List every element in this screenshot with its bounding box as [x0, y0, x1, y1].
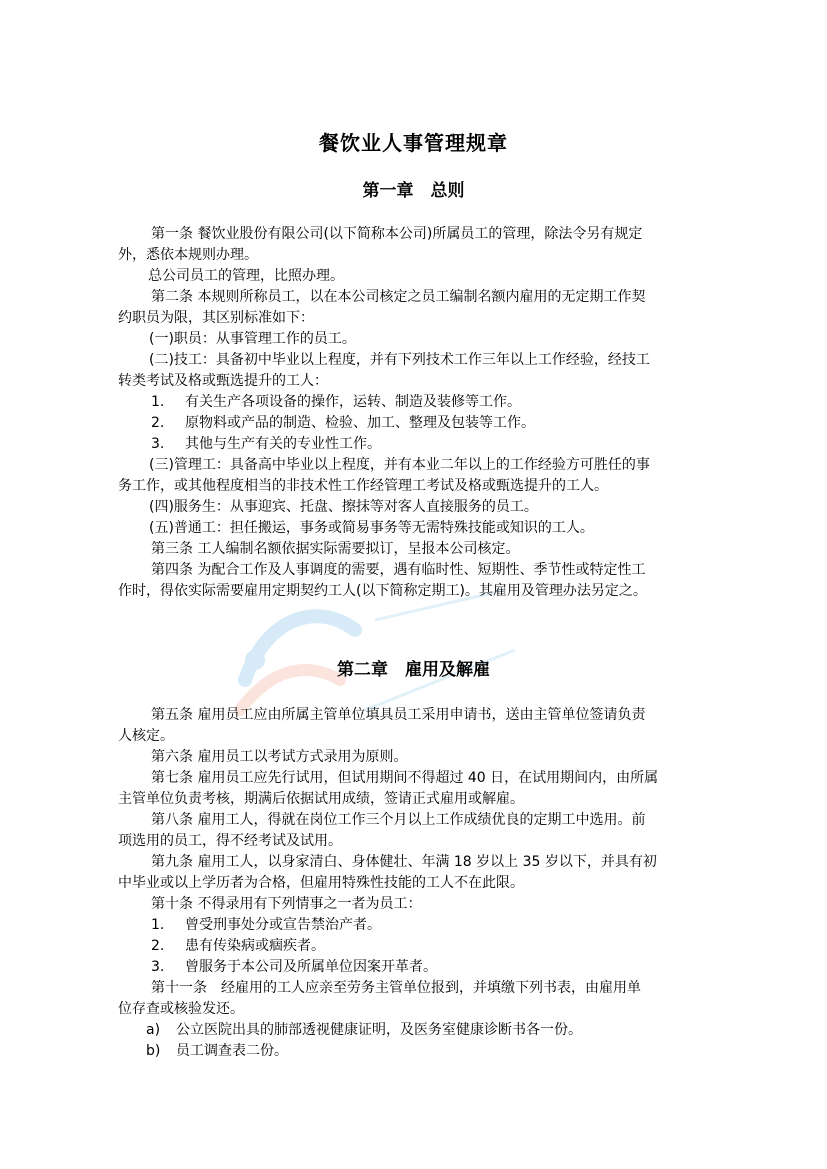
- list-text: 其他与生产有关的专业性工作。: [185, 436, 381, 452]
- article-1-line-1: 第一条 餐饮业股份有限公司(以下简称本公司)所属员工的管理，除法令另有规定: [151, 226, 643, 242]
- list-text: 有关生产各项设备的操作，运转、制造及装修等工作。: [185, 394, 521, 410]
- list-number: 3.: [151, 436, 165, 452]
- list-letter: a): [146, 1022, 161, 1038]
- list-number: 2.: [151, 938, 165, 954]
- article-5-line-2: 人核定。: [118, 728, 174, 744]
- list-text: 员工调查表二份。: [176, 1043, 288, 1059]
- chapter-2-title: 第二章 雇用及解雇: [337, 660, 490, 680]
- article-3: 第三条 工人编制名额依据实际需要拟订，呈报本公司核定。: [151, 541, 520, 557]
- list-number: 1.: [151, 917, 165, 933]
- clause-technician-line-1: (二)技工：具备初中毕业以上程度，并有下列技术工作三年以上工作经验，经技工: [149, 352, 650, 368]
- list-number: 2.: [151, 415, 165, 431]
- clause-staff: (一)职员：从事管理工作的员工。: [149, 331, 356, 347]
- article-9-line-2: 中毕业或以上学历者为合格，但雇用特殊性技能的工人不在此限。: [118, 875, 524, 891]
- list-item: [118, 1041, 748, 1062]
- list-letter: b): [146, 1043, 161, 1059]
- list-item: [118, 413, 748, 434]
- article-5-line-1: 第五条 雇用员工应由所属主管单位填具员工采用申请书，送由主管单位签请负责: [151, 707, 646, 723]
- chapter-2-body: [118, 705, 748, 1062]
- list-text: 原物料或产品的制造、检验、加工、整理及包装等工作。: [185, 415, 535, 431]
- list-number: 1.: [151, 394, 165, 410]
- article-10: 第十条 不得录用有下列情事之一者为员工：: [151, 896, 422, 912]
- chapter-1-title: 第一章 总则: [362, 181, 465, 201]
- article-8-line-2: 项选用的员工，得不经考试及试用。: [118, 833, 342, 849]
- clause-laborer: (五)普通工：担任搬运，事务或简易事务等无需特殊技能或知识的工人。: [149, 520, 594, 536]
- list-item: [118, 915, 748, 936]
- article-4-line-1: 第四条 为配合工作及人事调度的需要，遇有临时性、短期性、季节性或特定性工: [151, 562, 646, 578]
- clause-manager-line-2: 务工作，或其他程度相当的非技术性工作经管理工考试及格或甄选提升的工人。: [118, 478, 608, 494]
- clause-waiter: (四)服务生：从事迎宾、托盘、擦抹等对客人直接服务的员工。: [149, 499, 538, 515]
- list-item: [118, 434, 748, 455]
- article-4-line-2: 作时，得依实际需要雇用定期契约工人(以下简称定期工)。其雇用及管理办法另定之。: [118, 583, 647, 599]
- document-title: 餐饮业人事管理规章: [319, 131, 508, 155]
- list-item: [118, 1020, 748, 1041]
- article-1-line-3: 总公司员工的管理，比照办理。: [148, 268, 344, 284]
- clause-technician-line-2: 转类考试及格或甄选提升的工人：: [118, 373, 328, 389]
- article-1-line-2: 外，悉依本规则办理。: [118, 247, 258, 263]
- article-11-line-1: 第十一条 经雇用的工人应亲至劳务主管单位报到，并填缴下列书表，由雇用单: [151, 980, 641, 996]
- list-number: 3.: [151, 959, 165, 975]
- article-7-line-2: 主管单位负责考核，期满后依据试用成绩，签请正式雇用或解雇。: [118, 791, 524, 807]
- article-7-line-1: 第七条 雇用员工应先行试用，但试用期间不得超过 40 日，在试用期间内，由所属: [151, 770, 659, 786]
- article-9-line-1: 第九条 雇用工人，以身家清白、身体健壮、年满 18 岁以上 35 岁以下，并具有初: [151, 854, 657, 870]
- list-item: [118, 957, 748, 978]
- article-2-line-2: 约职员为限，其区别标准如下：: [118, 310, 314, 326]
- clause-manager-line-1: (三)管理工：具备高中毕业以上程度，并有本业二年以上的工作经验方可胜任的事: [149, 457, 650, 473]
- list-item: [118, 392, 748, 413]
- chapter-1-body: [118, 224, 748, 602]
- article-11-line-2: 位存查或核验发还。: [118, 1001, 244, 1017]
- list-text: 曾受刑事处分或宣告禁治产者。: [185, 917, 381, 933]
- list-text: 公立医院出具的肺部透视健康证明，及医务室健康诊断书各一份。: [176, 1022, 582, 1038]
- article-2-line-1: 第二条 本规则所称员工，以在本公司核定之员工编制名额内雇用的无定期工作契: [151, 289, 646, 305]
- article-8-line-1: 第八条 雇用工人，得就在岗位工作三个月以上工作成绩优良的定期工中选用。前: [151, 812, 646, 828]
- list-text: 曾服务于本公司及所属单位因案开革者。: [185, 959, 437, 975]
- list-item: [118, 936, 748, 957]
- article-6: 第六条 雇用员工以考试方式录用为原则。: [151, 749, 408, 765]
- list-text: 患有传染病或痼疾者。: [185, 938, 325, 954]
